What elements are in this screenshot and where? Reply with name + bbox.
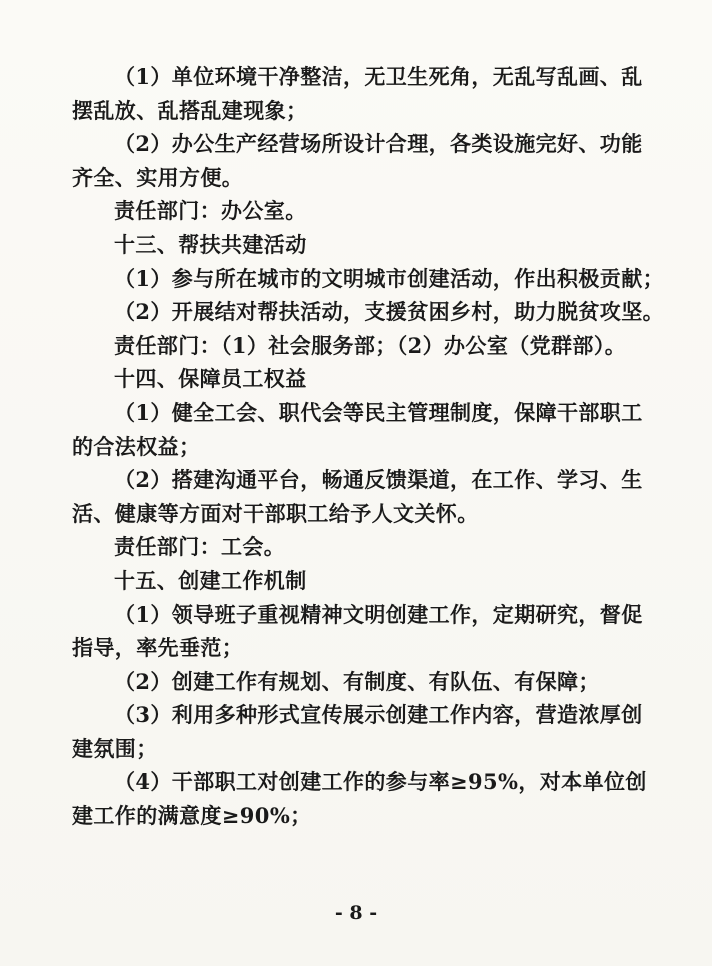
text-line: （1）单位环境干净整洁，无卫生死角，无乱写乱画、乱 [114, 64, 643, 89]
document-body [72, 60, 665, 833]
text-line: 十三、帮扶共建活动 [114, 231, 307, 257]
text-line: 建工作的满意度≥90%； [72, 803, 312, 829]
text-line: （2）开展结对帮扶活动，支援贫困乡村，助力脱贫攻坚。 [114, 299, 665, 325]
text-line: （2）创建工作有规划、有制度、有队伍、有保障； [114, 668, 600, 694]
text-line: （2）搭建沟通平台，畅通反馈渠道，在工作、学习、生 [114, 467, 643, 493]
text-line: 指导，率先垂范； [72, 635, 244, 661]
text-line: 活、健康等方面对干部职工给予人文关怀。 [72, 500, 479, 526]
text-line: （4）干部职工对创建工作的参与率≥95%，对本单位创 [114, 769, 647, 795]
text-line: （1）领导班子重视精神文明创建工作，定期研究，督促 [114, 601, 643, 627]
text-line: 齐全、实用方便。 [72, 164, 244, 190]
page-number: - 8 - [334, 902, 378, 924]
text-line: （1）健全工会、职代会等民主管理制度，保障干部职工 [114, 399, 643, 425]
text-line: 的合法权益； [72, 433, 201, 459]
text-line: 十四、保障员工权益 [114, 366, 307, 392]
text-line: 责任部门：办公室。 [114, 198, 307, 224]
text-line: 责任部门：工会。 [114, 534, 286, 560]
text-line: 责任部门：（1）社会服务部；（2）办公室（党群部）。 [114, 332, 627, 358]
text-line: （2）办公生产经营场所设计合理，各类设施完好、功能 [114, 131, 643, 157]
text-line: 摆乱放、乱搭乱建现象； [72, 97, 308, 123]
text-line: 建氛围； [72, 735, 158, 761]
text-line: 十五、创建工作机制 [114, 567, 307, 593]
text-line: （3）利用多种形式宣传展示创建工作内容，营造浓厚创 [114, 702, 643, 728]
text-line: （1）参与所在城市的文明城市创建活动，作出积极贡献； [114, 265, 665, 291]
